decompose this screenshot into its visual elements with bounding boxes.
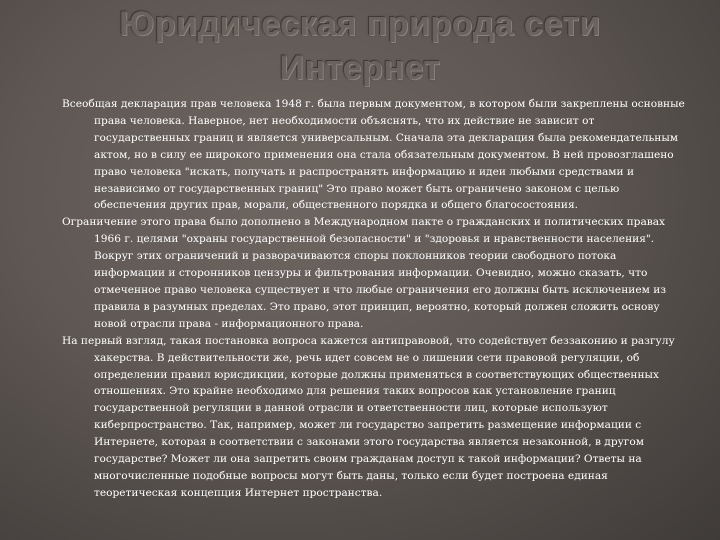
paragraph: Ограничение этого права было дополнено в Международном пакте о гражданских и политических правах 1966 г. целями "охраны государственной безопасности" и "здоровья и нравственности населения". Вокруг этих ограничений и разворачиваются споры поклонников теории свободного потока информации и сторонников цензуры и фильтрования информации. Очевидно, можно сказать, что отмеченное право человека существует и что любые ограничения его должны быть исключением из правила в разумных пределах. Это право, этот принцип, вероятно, который должен сложить основу новой отрасли права - информационного права.	[62, 216, 667, 330]
title-line-2: Интернет	[279, 49, 441, 87]
title-line-1: Юридическая природа сети	[119, 5, 601, 43]
body-text	[62, 96, 690, 502]
page-title	[60, 2, 660, 90]
paragraph: Всеобщая декларация прав человека 1948 г. была первым документом, в котором были закреплены основные права человека. Наверное, нет необходимости объяснять, что их действие не зависит от государственных границ и является универсальным. Сначала эта декларация была рекомендательным актом, но в силу ее широкого применения она стала обязательным документом. В ней провозглашено право человека "искать, получать и распространять информацию и идеи любыми средствами и независимо от государственных границ" Это право может быть ограничено законом с целью обеспечения других прав, морали, общественного порядка и общего благосостояния.	[62, 98, 685, 212]
paragraph: На первый взгляд, такая постановка вопроса кажется антиправовой, что содействует беззаконию и разгулу хакерства. В действительности же, речь идет совсем не о лишении сети правовой регуляции, об определении правил юрисдикции, которые должны применяться в соответствующих общественных отношениях. Это крайне необходимо для решения таких вопросов как установление границ государственной регуляции в данной отрасли и ответственности лиц, которые используют киберпространство. Так, например, может ли государство запретить размещение информации с Интернете, которая в соответствии с законами этого государства является незаконной, в другом государстве? Может ли она запретить своим гражданам доступ к такой информации? Ответы на многочисленные подобные вопросы могут быть даны, только если будет построена единая теоретическая концепция Интернет пространства.	[62, 334, 675, 499]
